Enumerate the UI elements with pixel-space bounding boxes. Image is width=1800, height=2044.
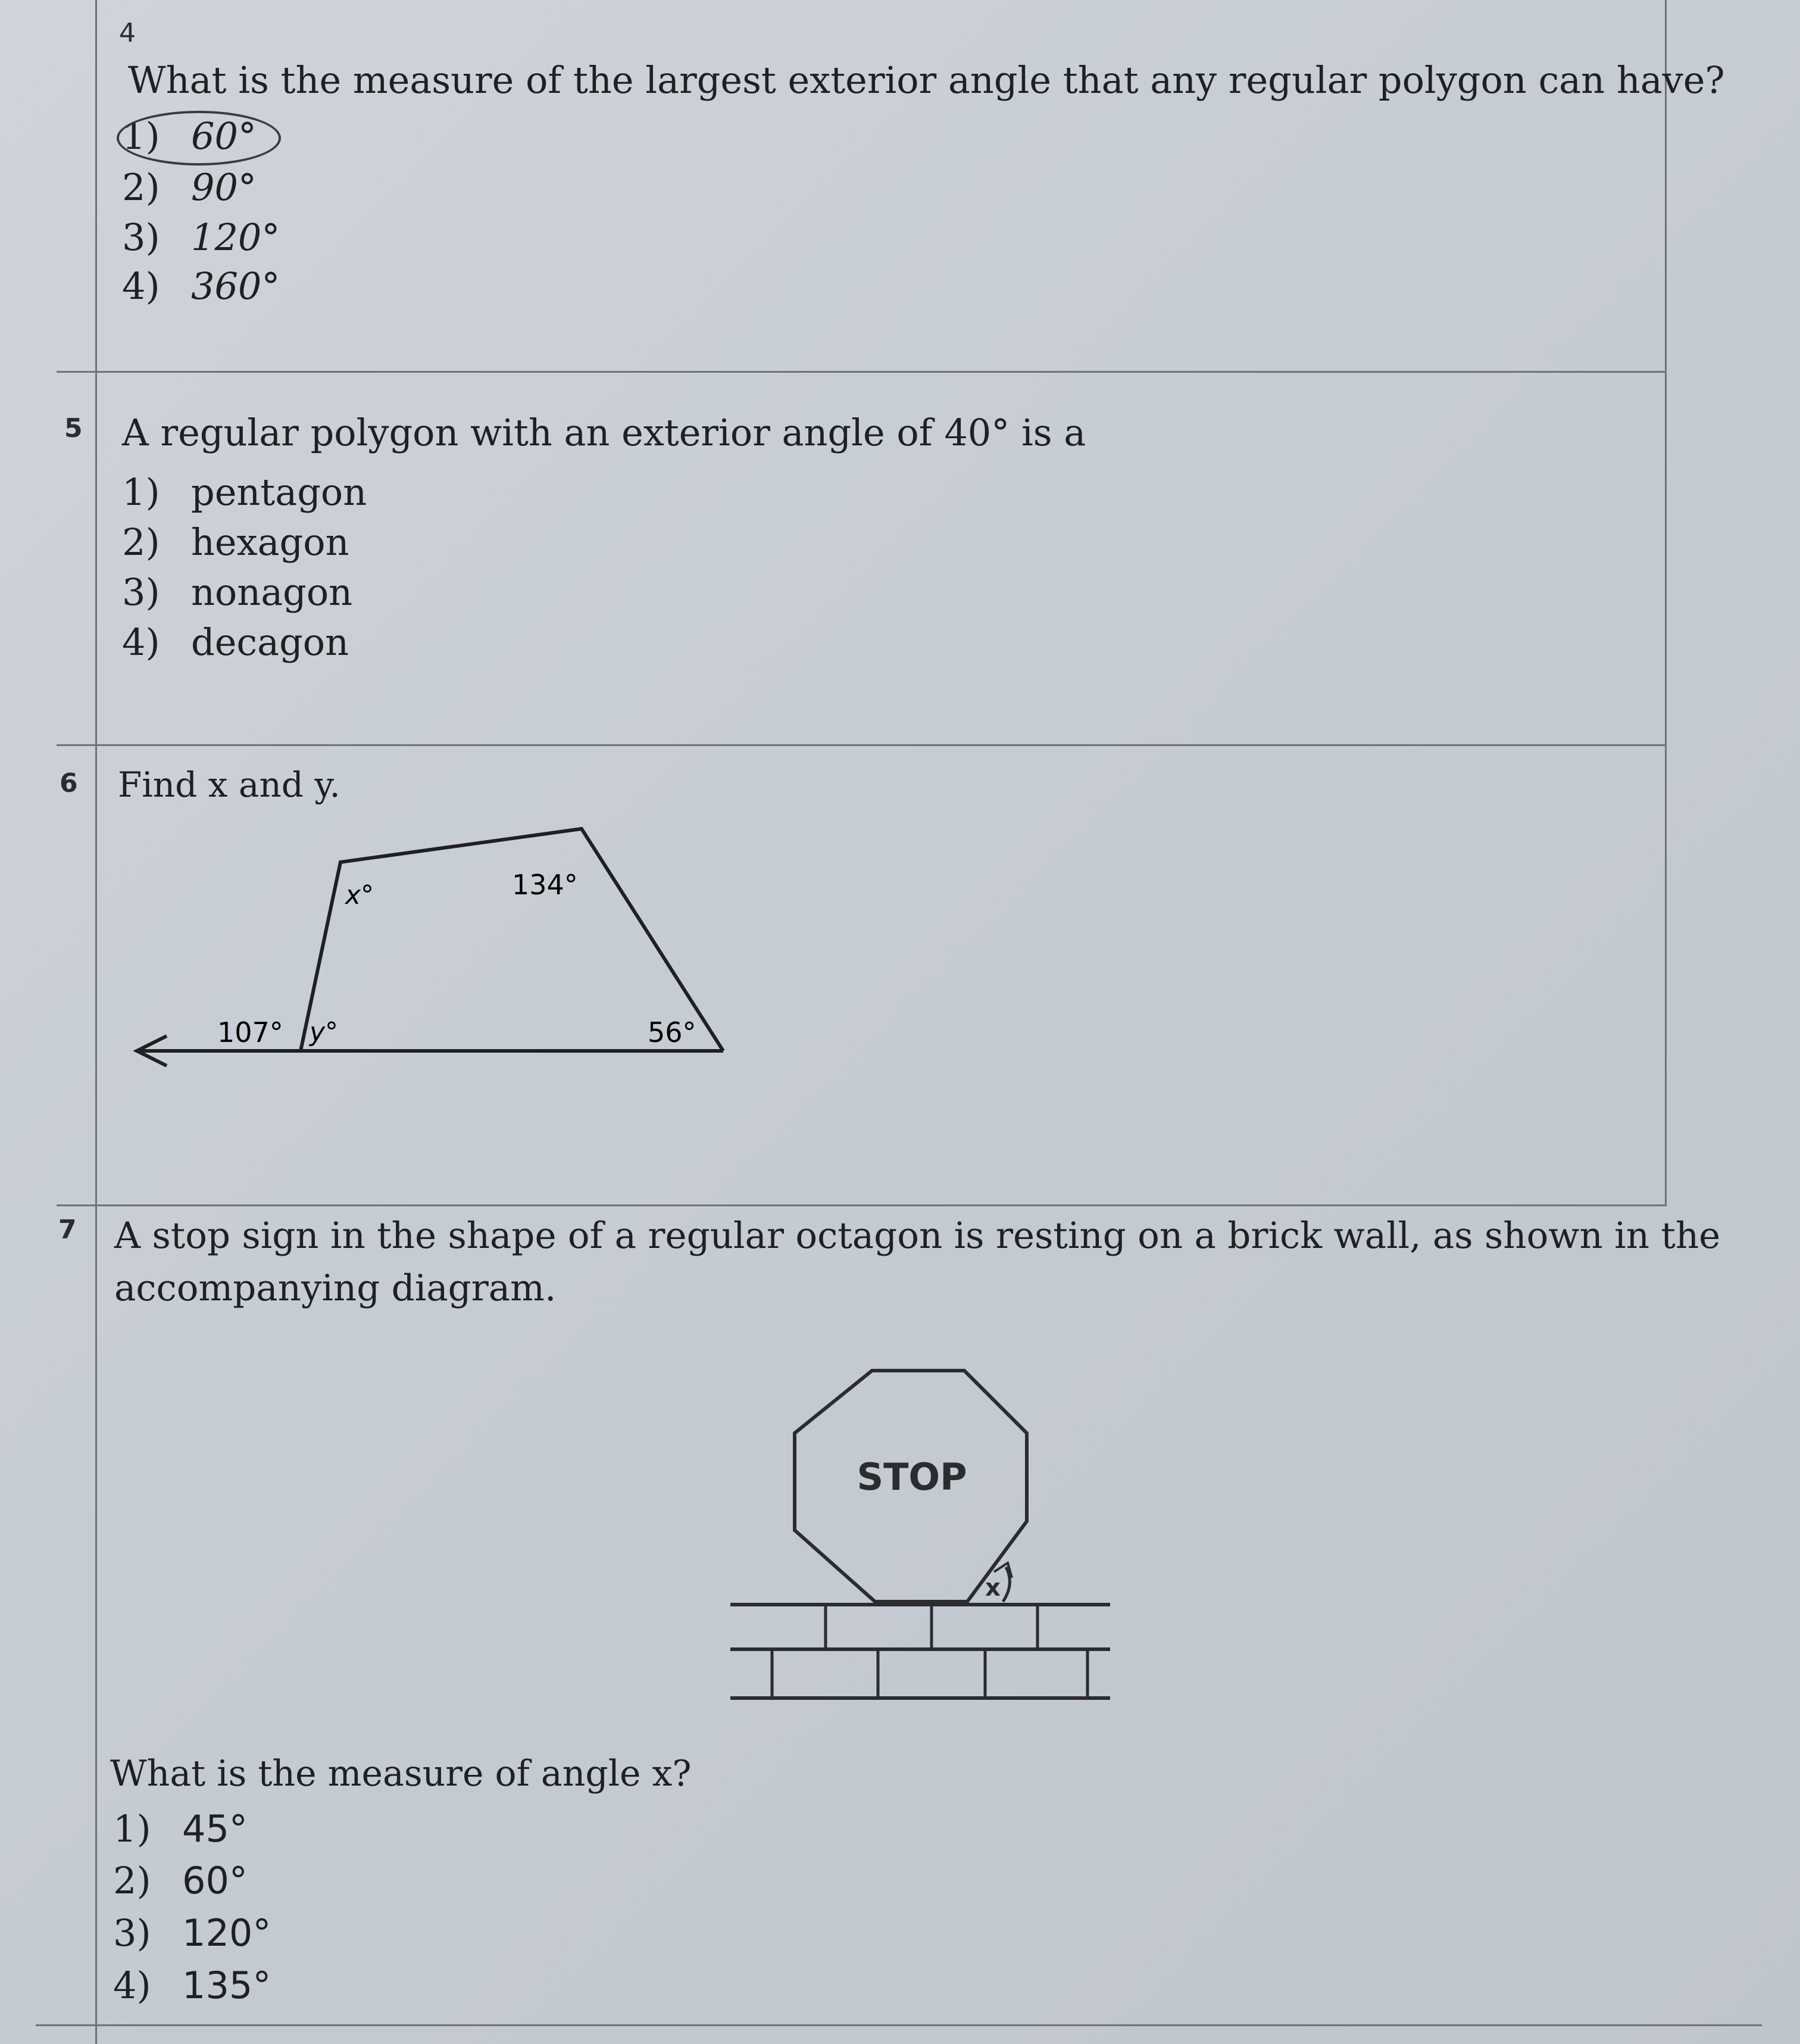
quadrilateral-figure (119, 810, 744, 1084)
option-text: 90° (191, 166, 257, 209)
option-text: 120° (182, 1911, 271, 1955)
question-stem: Find x and y. (118, 764, 340, 805)
question-stem-line-1: A stop sign in the shape of a regular octagon is resting on a brick wall, as shown in the (114, 1215, 1721, 1257)
answer-option (122, 520, 349, 564)
bottom-rule (36, 2024, 1762, 2026)
answer-option (122, 216, 280, 259)
angle-label-107: 107° (217, 1016, 283, 1048)
option-text: 360° (191, 264, 280, 308)
answer-option (122, 264, 280, 308)
question-stem: What is the measure of the largest exterior angle that any regular polygon can have? (128, 58, 1725, 102)
option-text: 45° (182, 1807, 248, 1850)
option-number: 4) (122, 620, 160, 664)
option-text: 135° (182, 1964, 271, 2007)
angle-label-y: y° (310, 1017, 339, 1047)
question-stem: A regular polygon with an exterior angle of 40° is a (122, 411, 1086, 454)
question-number: 6 (60, 768, 78, 798)
left-column-rule (95, 0, 97, 2044)
answer-option (113, 1859, 248, 1902)
row-divider-5-6 (57, 744, 1667, 746)
sub-question: What is the measure of angle x? (110, 1753, 692, 1795)
question-number: 7 (58, 1215, 77, 1245)
angle-arc (1003, 1567, 1010, 1602)
stop-sign-text: STOP (857, 1455, 967, 1499)
option-number: 1) (113, 1807, 151, 1850)
row-divider-4-5 (57, 371, 1667, 373)
option-text: pentagon (191, 470, 367, 514)
answer-option (122, 166, 257, 209)
hand-drawn-answer-circle (117, 111, 281, 166)
option-number: 1) (122, 470, 160, 514)
answer-option (113, 1911, 271, 1955)
question-number: 4 (119, 18, 136, 48)
angle-label-x: x (985, 1574, 1001, 1602)
option-text: 120° (191, 216, 280, 259)
angle-label-134: 134° (512, 869, 578, 901)
answer-option (122, 570, 352, 614)
row-divider-6-7 (57, 1204, 1667, 1206)
question-stem-line-2: accompanying diagram. (114, 1267, 557, 1309)
answer-option (113, 1964, 271, 2007)
option-text: 60° (191, 114, 257, 158)
angle-label-56: 56° (648, 1016, 696, 1048)
option-text: decagon (191, 620, 349, 664)
answer-option (113, 1807, 248, 1850)
option-number: 3) (122, 570, 160, 614)
option-number: 2) (122, 520, 160, 564)
stop-sign-figure (723, 1358, 1116, 1715)
option-text: 60° (182, 1859, 248, 1902)
option-number: 3) (113, 1911, 151, 1955)
option-number: 4) (122, 264, 160, 308)
question-number: 5 (64, 413, 83, 444)
option-number: 1) (122, 114, 160, 158)
answer-option (122, 470, 367, 514)
angle-label-x: x° (345, 880, 374, 910)
answer-option (122, 620, 349, 664)
option-text: hexagon (191, 520, 349, 564)
right-column-rule (1665, 0, 1667, 1206)
option-number: 4) (113, 1964, 151, 2007)
option-number: 2) (113, 1859, 151, 1902)
option-number: 3) (122, 216, 160, 259)
option-number: 2) (122, 166, 160, 209)
option-text: nonagon (191, 570, 353, 614)
